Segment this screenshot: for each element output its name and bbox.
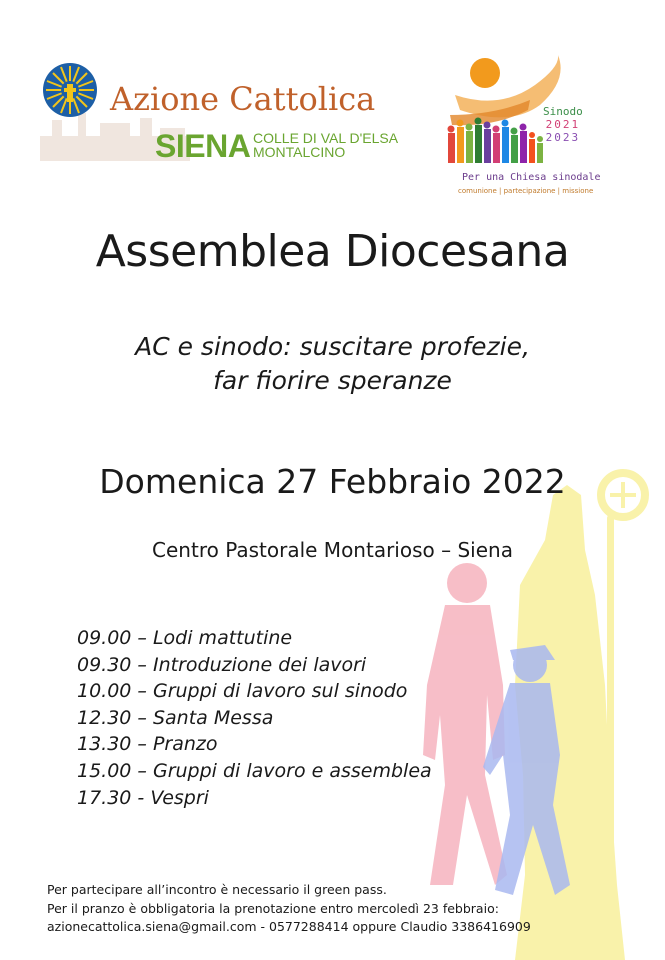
schedule-item: 10.00 – Gruppi di lavoro sul sinodo [77, 680, 408, 703]
schedule-item: 15.00 – Gruppi di lavoro e assemblea [77, 759, 432, 782]
schedule-item: 12.30 – Santa Messa [77, 706, 274, 729]
schedule-item: 13.30 – Pranzo [77, 733, 218, 756]
azione-cattolica-logo [40, 58, 400, 168]
sinodo-motto: comunione | partecipazione | missione [458, 187, 594, 195]
diocese-sub-label [253, 131, 398, 159]
sinodo-logo [440, 55, 630, 200]
subtitle-line-1: AC e sinodo: suscitare profezie, [135, 332, 530, 361]
schedule-item: 17.30 - Vespri [77, 786, 209, 809]
event-subtitle [0, 330, 665, 398]
diocese-sub-line-2: MONTALCINO [253, 144, 346, 160]
contact-line: azionecattolica.siena@gmail.com - 0577288414 oppure Claudio 3386416909 [47, 919, 531, 934]
sinodo-year-start: 2021 [545, 118, 581, 131]
event-venue: Centro Pastorale Montarioso – Siena [152, 538, 513, 562]
lunch-booking-note: Per il pranzo è obbligatoria la prenotazione entro mercoledì 23 febbraio: [47, 900, 499, 916]
schedule-item: 09.00 – Lodi mattutine [77, 627, 293, 649]
azione-cattolica-name: Azione Cattolica [110, 80, 376, 118]
schedule-list [77, 625, 432, 811]
event-date: Domenica 27 Febbraio 2022 [99, 462, 566, 501]
sinodo-emblem-icon [440, 55, 630, 170]
page-title: Assemblea Diocesana [95, 226, 570, 277]
sinodo-tagline: Per una Chiesa sinodale [462, 172, 601, 183]
subtitle-line-2: far fiorire speranze [213, 366, 452, 395]
footer-notes [47, 881, 531, 937]
diocese-city-label: SIENA [155, 128, 251, 164]
diocese-sub-line-1: COLLE DI VAL D'ELSA [253, 130, 399, 146]
sinodo-title [543, 105, 583, 144]
green-pass-note: Per partecipare all’incontro è necessario il green pass. [47, 882, 387, 897]
schedule-item: 09.30 – Introduzione dei lavori [77, 653, 367, 676]
sinodo-year-end: 2023 [545, 131, 581, 144]
sinodo-word: Sinodo [543, 105, 583, 118]
